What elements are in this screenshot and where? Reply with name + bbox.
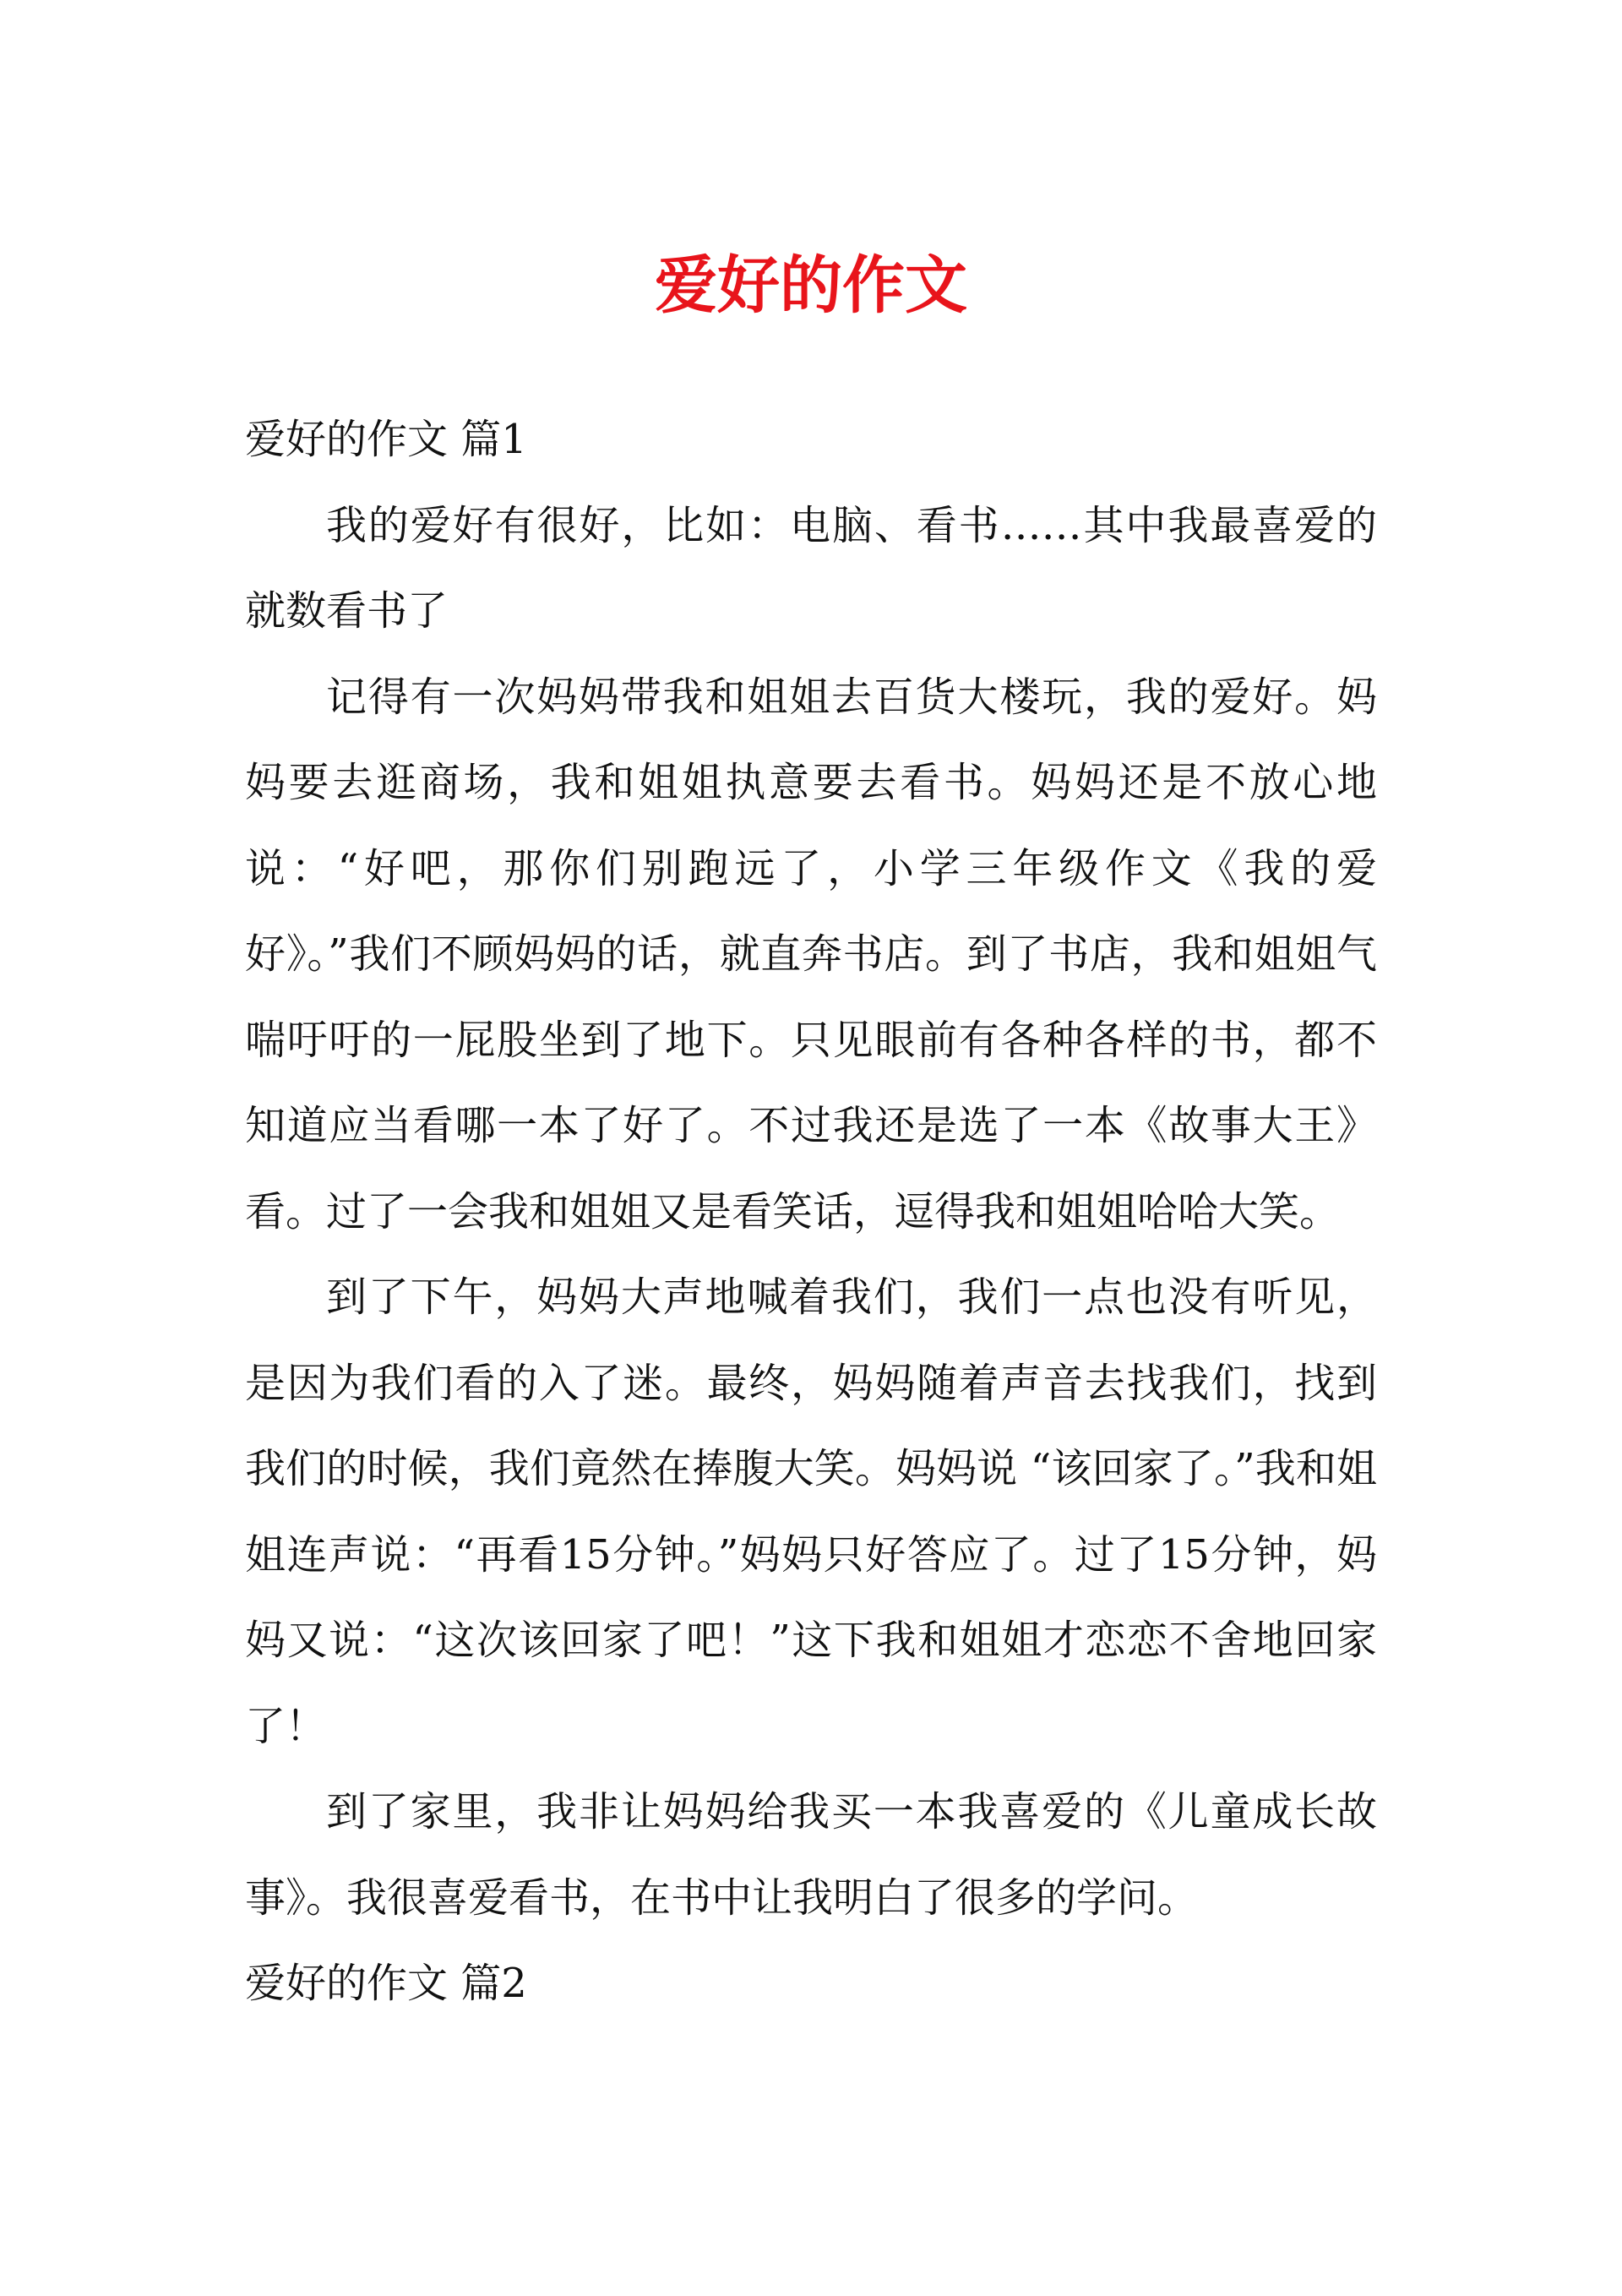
paragraph: 到了家里，我非让妈妈给我买一本我喜爱的《儿童成长故事》。我很喜爱看书，在书中让我明白了很多的学问。 [245, 1788, 1377, 1922]
paragraph: 记得有一次妈妈带我和姐姐去百货大楼玩，我的爱好。妈妈要去逛商场，我和姐姐执意要去看书。妈妈还是不放心地说：“好吧，那你们别跑远了，小学三年级作文《我的爱好》。”我们不顾妈妈的话，就直奔书店。到了书店，我和姐姐气喘吁吁的一屁股坐到了地下。只见眼前有各种各样的书，都不知道应当看哪一本了好了。不过我还是选了一本《故事大王》看。过了一会我和姐姐又是看笑话，逗得我和姐姐哈哈大笑。 [245, 673, 1377, 1235]
section-heading-2: 爱好的作文 篇2 [245, 1960, 527, 2007]
document-body [245, 397, 1377, 2027]
document-title: 爱好的作文 [655, 249, 967, 322]
paragraph: 到了下午，妈妈大声地喊着我们，我们一点也没有听见，是因为我们看的入了迷。最终，妈妈随着声音去找我们，找到我们的时候，我们竟然在捧腹大笑。妈妈说 “该回家了。”我和姐姐连声说：“再看15分钟。”妈妈只好答应了。过了15分钟，妈妈又说：“这次该回家了吧！”这下我和姐姐才恋恋不舍地回家了！ [245, 1273, 1377, 1750]
section-heading-1: 爱好的作文 篇1 [245, 416, 527, 463]
paragraph: 我的爱好有很好，比如：电脑、看书……其中我最喜爱的就数看书了 [245, 501, 1377, 635]
